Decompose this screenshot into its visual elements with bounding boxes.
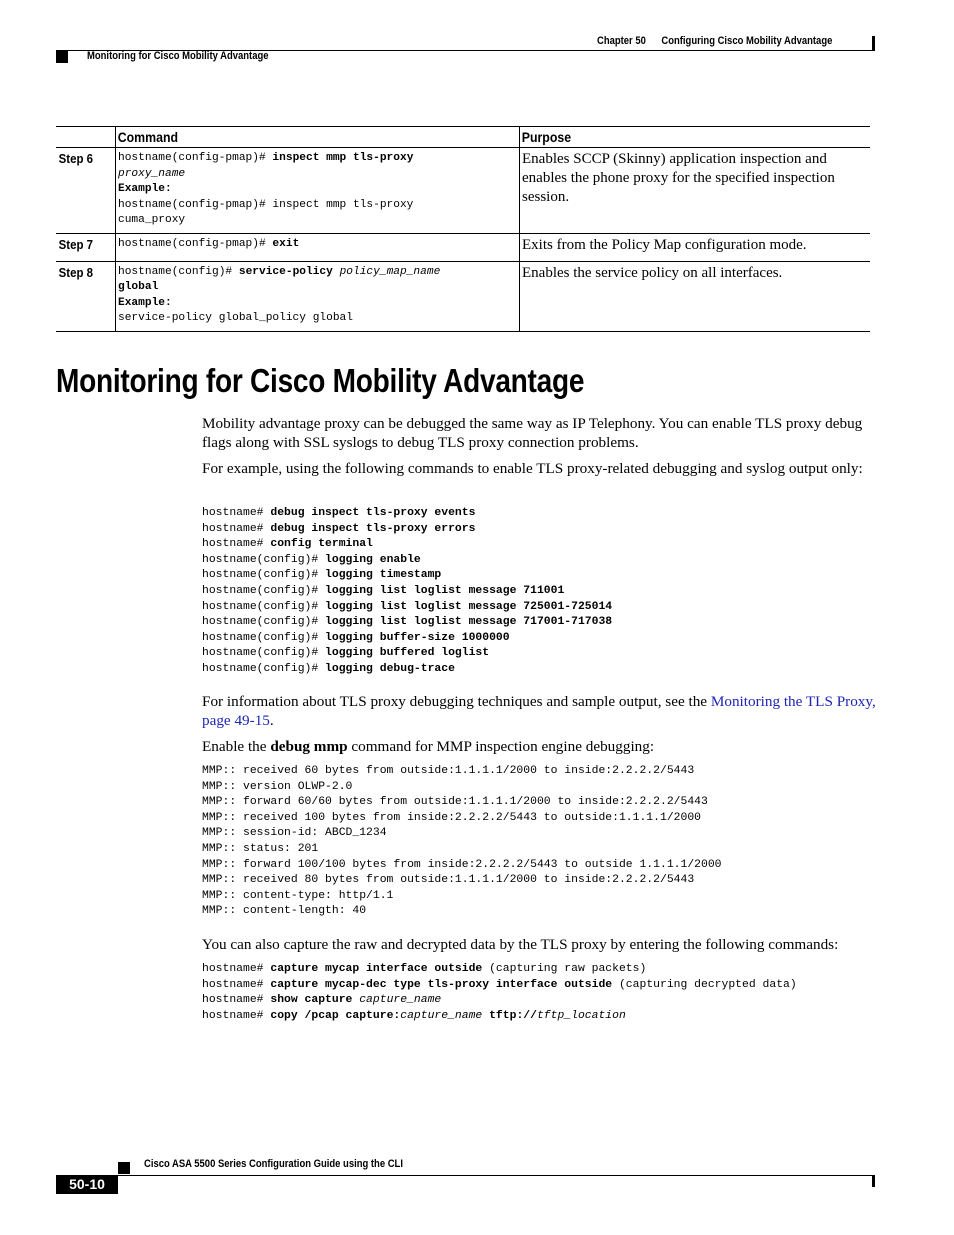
footer-page-number: 50-10 — [69, 1176, 105, 1192]
command-cell: hostname(config-pmap)# exit — [116, 233, 520, 261]
step-cell: Step 7 — [58, 236, 93, 252]
command-cell: hostname(config-pmap)# inspect mmp tls-proxy proxy_name Example: hostname(config-pmap)# inspect mmp tls-proxy cuma_proxy — [116, 148, 520, 234]
paragraph-intro: Mobility advantage proxy can be debugged the same way as IP Telephony. You can enable TLS proxy debug flags along with SSL syslogs to debug TLS proxy connection problems. — [202, 415, 863, 451]
table-header-command: Command — [116, 127, 520, 148]
mmp-output-block: MMP:: received 60 bytes from outside:1.1.1.1/2000 to inside:2.2.2.2/5443 MMP:: version OLWP-2.0 MMP:: forward 60/60 bytes from outside:1.1.1.1/2000 to inside:2.2.2.2/5443 MMP:: received 100 bytes from inside:2.2.2.2/5443 to outside:1.1.1.1/2000 MMP:: session-id: ABCD_1234 MMP:: status: 201 MMP:: forward 100/100 bytes from inside:2.2.2.2/5443 to outside 1.1.1.1/2000 MMP:: received 80 bytes from outside:1.1.1.1/2000 to inside:2.2.2.2/5443 MMP:: content-type: http/1.1 MMP:: content-length: 40 — [202, 765, 722, 918]
table-row — [56, 233, 870, 261]
step-cell: Step 6 — [58, 151, 93, 166]
table-row — [56, 261, 870, 331]
purpose-cell: Enables SCCP (Skinny) application inspection and enables the phone proxy for the specified inspection session. — [522, 151, 835, 205]
header-right-bar — [872, 36, 875, 50]
purpose-cell: Exits from the Policy Map configuration mode. — [522, 236, 807, 253]
table-header-row — [56, 127, 870, 148]
paragraph-info: For information about TLS proxy debugging techniques and sample output, see the Monitoring the TLS Proxy, page 49-15. — [202, 693, 876, 729]
command-cell: hostname(config)# service-policy policy_map_name global Example: service-policy global_policy global — [116, 261, 520, 331]
header-chapter — [597, 35, 832, 47]
paragraph-debug-mmp: Enable the debug mmp command for MMP inspection engine debugging: — [202, 738, 655, 755]
section-heading: Monitoring for Cisco Mobility Advantage — [56, 362, 585, 399]
table-row — [56, 148, 870, 234]
footer-right-bar — [872, 1176, 875, 1187]
footer-guide-title: Cisco ASA 5500 Series Configuration Guide using the CLI — [144, 1158, 403, 1170]
step-cell: Step 8 — [58, 264, 93, 280]
table-header-purpose: Purpose — [521, 129, 572, 145]
header-square-marker — [56, 51, 68, 63]
chapter-title: Configuring Cisco Mobility Advantage — [661, 35, 833, 47]
footer-square-marker — [118, 1162, 130, 1174]
paragraph-example: For example, using the following commands to enable TLS proxy-related debugging and syslog output only: — [202, 460, 863, 477]
capture-commands-block: hostname# capture mycap interface outside (capturing raw packets) hostname# capture mycap-dec type tls-proxy interface outside (capturing decrypted data) hostname# show capture capture_name hostname# copy /pcap capture:capture_name tftp://tftp_location — [202, 963, 797, 1022]
footer-rule — [56, 1175, 875, 1176]
chapter-number: Chapter 50 — [597, 35, 646, 47]
paragraph-capture: You can also capture the raw and decrypted data by the TLS proxy by entering the following commands: — [202, 936, 839, 953]
table-header-step — [56, 127, 116, 148]
purpose-cell: Enables the service policy on all interfaces. — [522, 264, 783, 281]
debug-commands-block: hostname# debug inspect tls-proxy events hostname# debug inspect tls-proxy errors hostname# config terminal hostname(config)# logging enable hostname(config)# logging timestamp hostname(config)# logging list loglist message 711001 hostname(config)# logging list loglist message 725001-725014 hostname(config)# logging list loglist message 717001-717038 hostname(config)# logging buffer-size 1000000 hostname(config)# logging buffered loglist hostname(config)# logging debug-trace — [202, 507, 613, 675]
steps-table — [56, 126, 870, 332]
header-section-title: Monitoring for Cisco Mobility Advantage — [87, 50, 269, 62]
monitoring-tls-proxy-link[interactable]: Monitoring the TLS Proxy, page 49-15 — [202, 693, 876, 729]
